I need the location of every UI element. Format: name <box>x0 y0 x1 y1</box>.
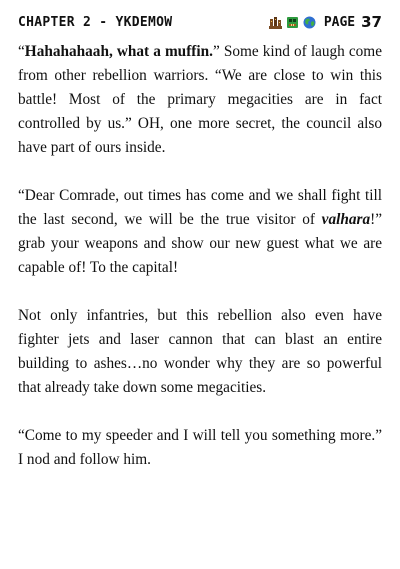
paragraph-2 <box>18 184 382 280</box>
globe-icon <box>303 16 316 29</box>
paragraph-4: “Come to my speeder and I will tell you something more.” I nod and follow him. <box>18 427 382 468</box>
emphasis-valhara: valhara <box>321 211 371 228</box>
paragraph-2-text-a: “Dear Comrade, out times has come and we shall fight till the last second, we will be the true visitor of <box>18 187 382 228</box>
paragraph-1 <box>18 40 382 160</box>
paragraph-3: Not only infantries, but this rebellion also even have fighter jets and laser cannon that can blast an entire building to ashes…no wonder why they are so powerful that already take down some megacities. <box>18 307 382 396</box>
quote-open: “ <box>18 43 25 60</box>
robot-icon <box>286 16 299 29</box>
paragraph-2-text-b: !” grab your weapons and show our new guest what we are capable of! To the capital! <box>18 211 382 276</box>
header-right <box>269 13 382 31</box>
chapter-title: CHAPTER 2 - YKDEMOW <box>18 14 173 30</box>
page-number: 37 <box>361 13 382 31</box>
bold-quote: Hahahahaah, what a muffin. <box>24 43 213 60</box>
story-body <box>18 40 382 496</box>
paragraph-1-text: ” Some kind of laugh come from other rebellion warriors. “We are close to win this battle! Most of the primary megacities are in fact controlled by us.” OH, one more secret, the council also have part of ours inside. <box>18 43 382 156</box>
page-label: PAGE <box>323 14 356 30</box>
city-icon <box>269 16 282 29</box>
page-header <box>18 12 382 32</box>
